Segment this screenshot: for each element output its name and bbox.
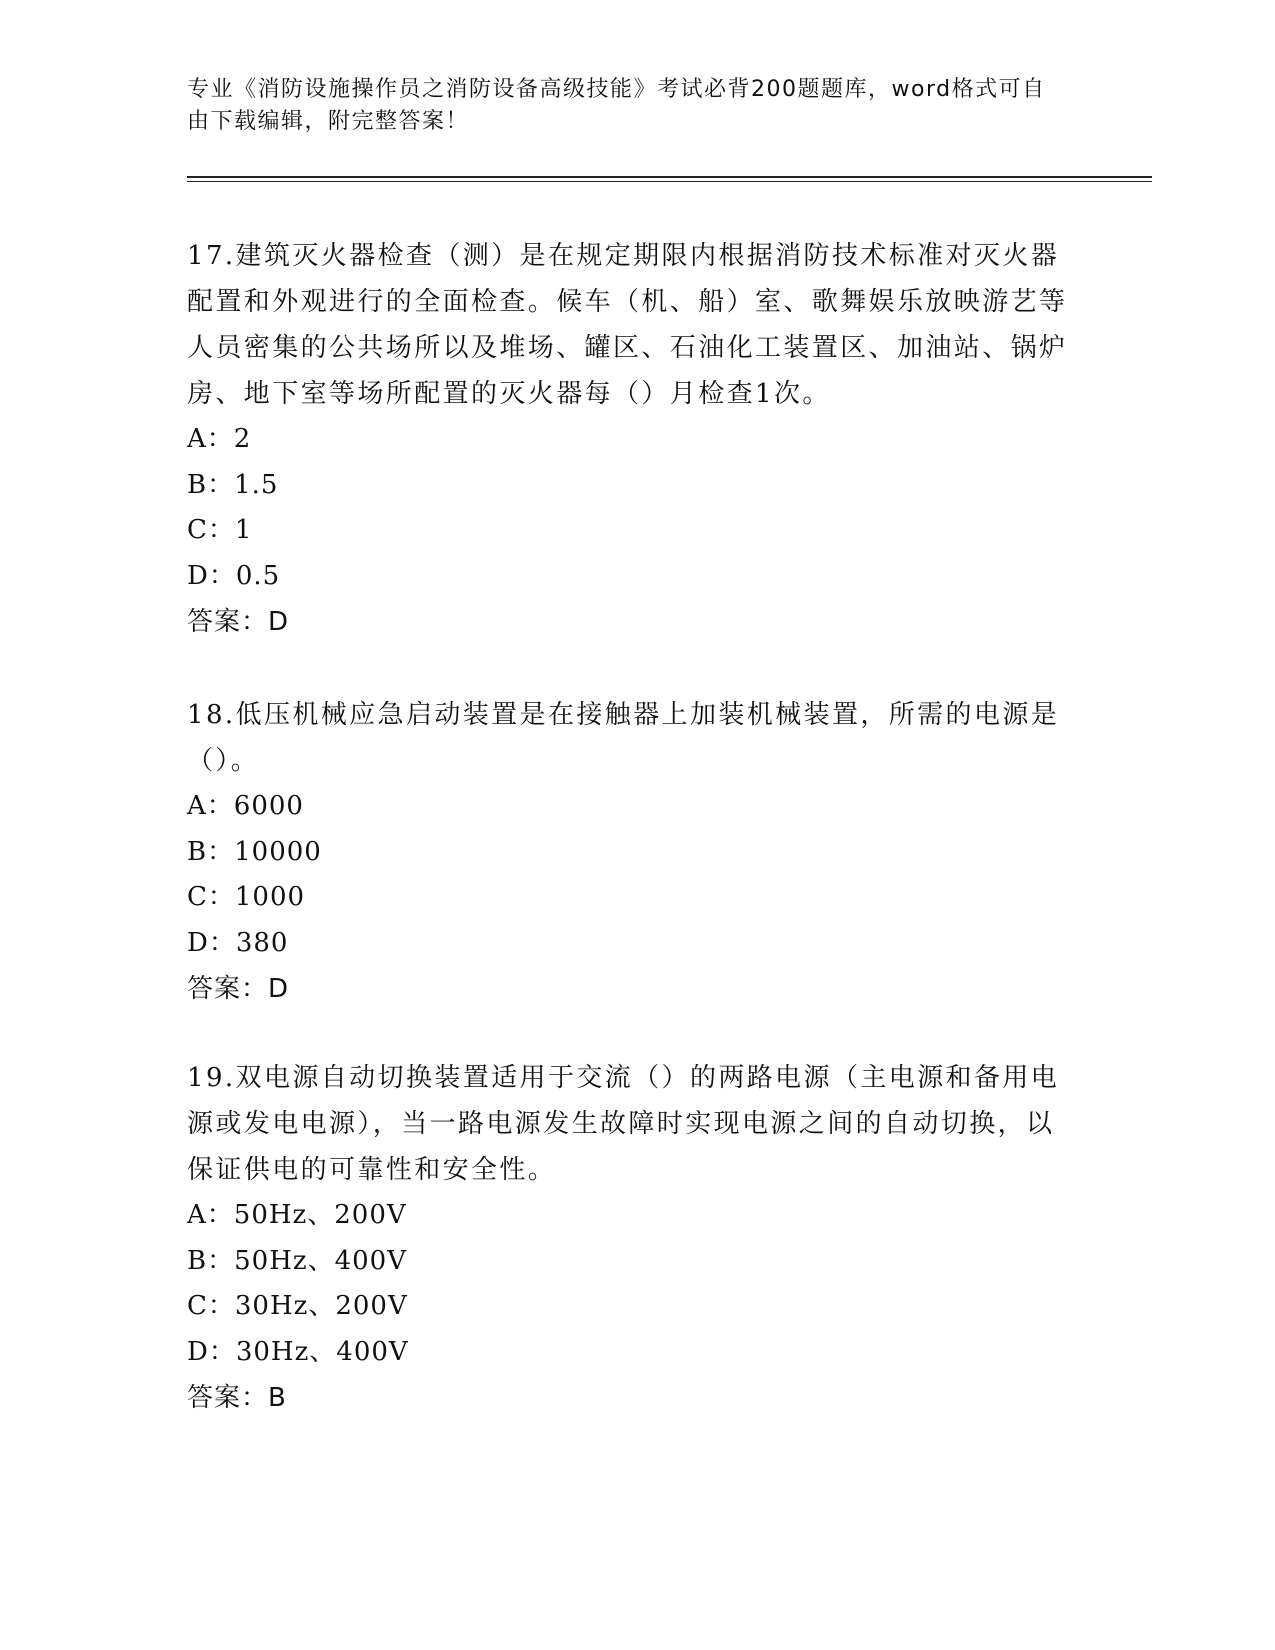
question-stem: 17.建筑灭火器检查（测）是在规定期限内根据消防技术标准对灭火器配置和外观进行的全面检查。候车（机、船）室、歌舞娱乐放映游艺等人员密集的公共场所以及堆场、罐区、石油化工装置区、加油站、锅炉房、地下室等场所配置的灭火器每（）月检查1次。 <box>187 241 1068 409</box>
header-divider-thin <box>187 181 1152 182</box>
answer-line: 答案：D <box>187 974 290 1004</box>
option-c: C：1000 <box>187 882 306 912</box>
question-17 <box>187 233 1077 645</box>
option-a: A：50Hz、200V <box>187 1200 407 1230</box>
question-stem: 19.双电源自动切换装置适用于交流（）的两路电源（主电源和备用电源或发电电源），当一路电源发生故障时实现电源之间的自动切换，以保证供电的可靠性和安全性。 <box>187 1063 1060 1185</box>
header-title: 专业《消防设施操作员之消防设备高级技能》考试必背200题题库，word格式可自由下载编辑，附完整答案！ <box>187 77 1046 134</box>
option-b: B：1.5 <box>187 469 279 500</box>
question-19 <box>187 1055 1077 1421</box>
answer-line: 答案：D <box>187 607 290 637</box>
option-d: D：380 <box>187 927 289 958</box>
option-c: C：1 <box>187 515 253 545</box>
option-b: B：50Hz、400V <box>187 1245 407 1276</box>
question-18 <box>187 692 1077 1012</box>
answer-line: 答案：B <box>187 1383 287 1413</box>
header-divider-thick <box>187 176 1152 178</box>
option-d: D：0.5 <box>187 560 281 591</box>
option-b: B：10000 <box>187 836 322 867</box>
option-d: D：30Hz、400V <box>187 1336 409 1367</box>
option-a: A：2 <box>187 424 252 454</box>
question-stem: 18.低压机械应急启动装置是在接触器上加装机械装置，所需的电源是（）。 <box>187 700 1060 776</box>
option-a: A：6000 <box>187 791 304 821</box>
document-header <box>187 74 1067 138</box>
option-c: C：30Hz、200V <box>187 1291 408 1321</box>
